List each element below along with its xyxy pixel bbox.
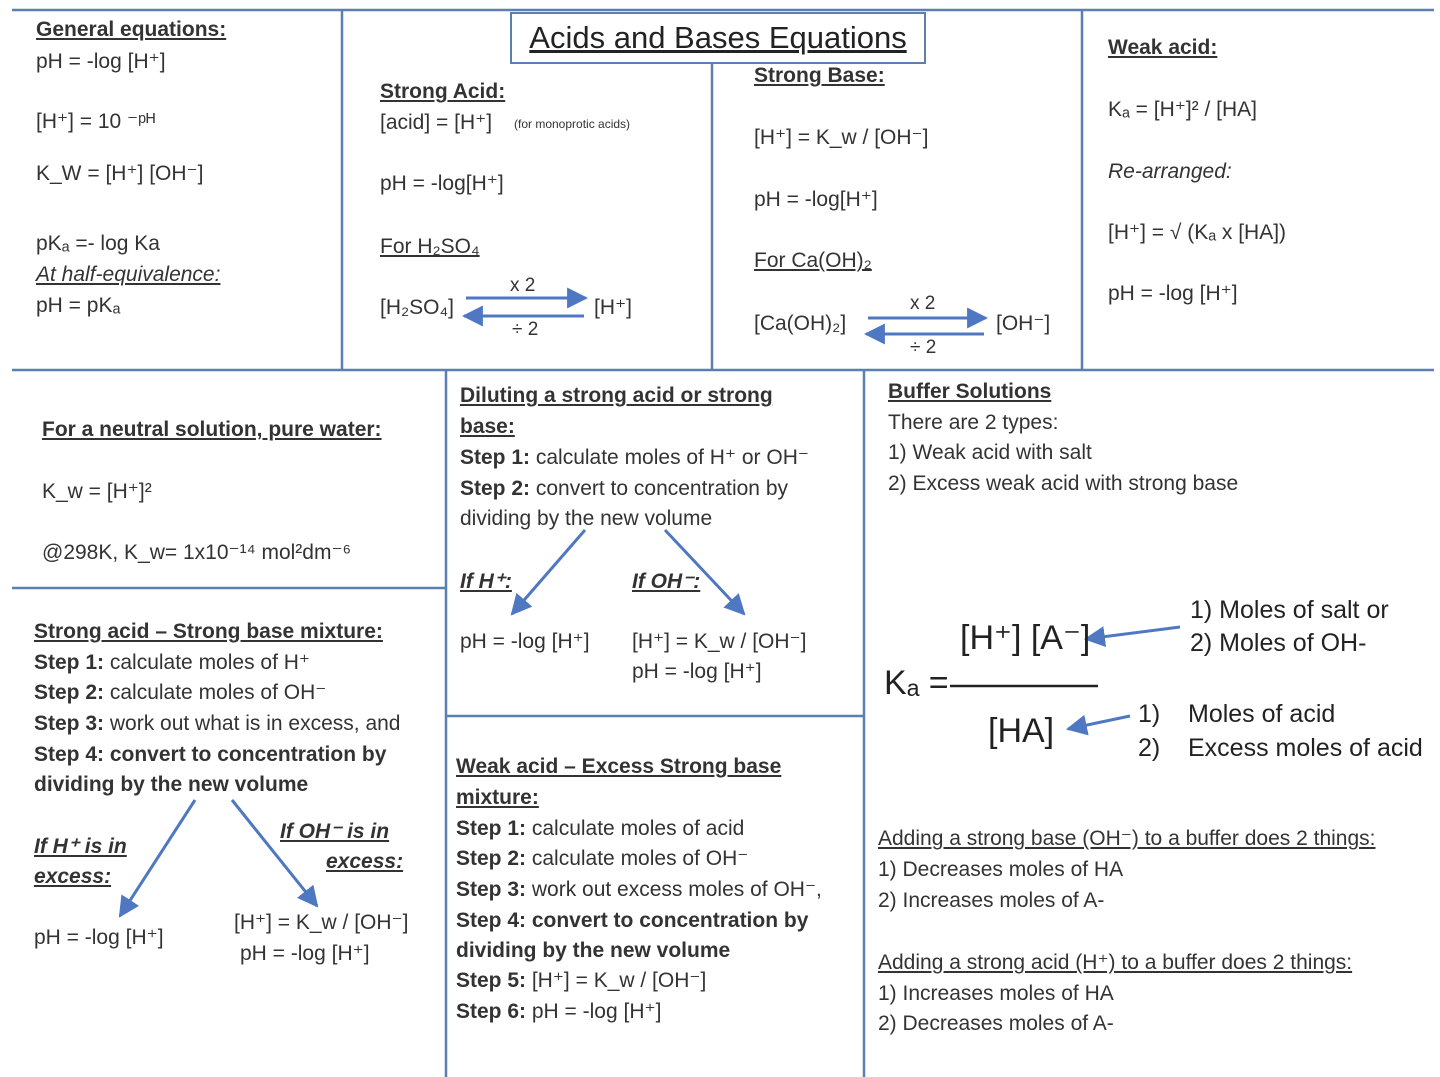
buffer-ka-label: Kₐ = (884, 664, 949, 702)
neutral-value: @298K, K_w= 1x10⁻¹⁴ mol²dm⁻⁶ (42, 541, 352, 564)
page-title: Acids and Bases Equations (529, 20, 907, 55)
neutral-heading: For a neutral solution, pure water: (42, 418, 382, 441)
general-ph: pH = -log [H⁺] (36, 50, 166, 73)
mixture-right-label-2: excess: (326, 850, 404, 873)
title-box (510, 12, 926, 64)
diluting-step-1: Step 1: calculate moles of H⁺ or OH⁻ (460, 446, 809, 469)
diluting-step-2-cont: dividing by the new volume (460, 507, 713, 530)
buffer-den-num-2: 2) (1138, 734, 1161, 762)
strong-base-for: For Ca(OH)₂ (754, 249, 872, 272)
buffer-denominator: [HA] (988, 712, 1055, 750)
weak-excess-step-4-cont: dividing by the new volume (456, 939, 731, 962)
weak-acid-ph: pH = -log [H⁺] (1108, 282, 1238, 305)
buffer-den-arrow (1068, 716, 1130, 729)
mixture-heading: Strong acid – Strong base mixture: (34, 620, 383, 643)
mixture-left-eq: pH = -log [H⁺] (34, 926, 164, 949)
buffer-base-2: 2) Increases moles of A- (878, 889, 1105, 912)
strong-acid-for: For H₂SO₄ (380, 235, 480, 258)
buffer-acid-2: 2) Decreases moles of A- (878, 1012, 1114, 1035)
weak-acid-h: [H⁺] = √ (Kₐ x [HA]) (1108, 221, 1287, 244)
strong-acid-right: [H⁺] (594, 296, 632, 319)
strong-base-heading: Strong Base: (754, 64, 885, 87)
mixture-left-label-2: excess: (34, 865, 112, 888)
buffer-num-arrow (1086, 627, 1180, 639)
buffer-numerator: [H⁺] [A⁻] (960, 619, 1091, 657)
buffer-type-1: 1) Weak acid with salt (888, 441, 1092, 464)
mixture-step-2: Step 2: calculate moles of OH⁻ (34, 681, 327, 704)
diluting-right-label: If OH⁻: (632, 570, 701, 593)
general-pka: pKₐ =- log Ka (36, 232, 160, 255)
diluting-heading-1: Diluting a strong acid or strong (460, 384, 773, 407)
mixture-step-4: Step 4: convert to concentration by (34, 743, 387, 766)
dilute-left-arrow (512, 530, 585, 614)
strong-acid-ph: pH = -log[H⁺] (380, 172, 504, 195)
strong-base-bottom: ÷ 2 (910, 337, 937, 358)
diluting-step-2: Step 2: convert to concentration by (460, 477, 788, 500)
buffer-base-1: 1) Decreases moles of HA (878, 858, 1124, 881)
general-half-eq: pH = pKₐ (36, 294, 121, 317)
strong-base-top: x 2 (910, 293, 936, 314)
mixture-right-arrow (232, 800, 317, 906)
strong-acid-heading: Strong Acid: (380, 80, 506, 103)
weak-excess-step-3: Step 3: work out excess moles of OH⁻, (456, 878, 822, 901)
buffer-den-note-2: Excess moles of acid (1188, 734, 1423, 762)
buffer-base-heading: Adding a strong base (OH⁻) to a buffer does 2 things: (878, 827, 1376, 850)
strong-base-left: [Ca(OH)₂] (754, 312, 847, 335)
mixture-step-1: Step 1: calculate moles of H⁺ (34, 651, 311, 674)
mixture-step-3: Step 3: work out what is in excess, and (34, 712, 401, 735)
diluting-heading-2: base: (460, 415, 515, 438)
weak-excess-step-2: Step 2: calculate moles of OH⁻ (456, 847, 749, 870)
strong-base-h: [H⁺] = K_w / [OH⁻] (754, 126, 929, 149)
general-kw: K_W = [H⁺] [OH⁻] (36, 162, 204, 185)
strong-acid-bottom: ÷ 2 (512, 319, 539, 340)
buffer-num-note-1: 1) Moles of salt or (1190, 596, 1389, 624)
general-half-label: At half-equivalence: (36, 263, 221, 286)
diluting-left-eq: pH = -log [H⁺] (460, 630, 590, 653)
buffer-den-num-1: 1) (1138, 700, 1161, 728)
neutral-kw: K_w = [H⁺]² (42, 480, 152, 503)
general-heading: General equations: (36, 18, 227, 41)
weak-excess-heading-1: Weak acid – Excess Strong base (456, 755, 782, 778)
weak-acid-rearranged: Re-arranged: (1108, 160, 1232, 183)
diluting-left-label: If H⁺: (460, 570, 512, 593)
weak-excess-step-1: Step 1: calculate moles of acid (456, 817, 745, 840)
mixture-left-label-1: If H⁺ is in (34, 835, 127, 858)
weak-excess-step-6: Step 6: pH = -log [H⁺] (456, 1000, 662, 1023)
strong-acid-top: x 2 (510, 275, 536, 296)
buffer-intro: There are 2 types: (888, 411, 1059, 434)
buffer-heading: Buffer Solutions (888, 380, 1052, 403)
weak-acid-heading: Weak acid: (1108, 36, 1218, 59)
strong-acid-eq: [acid] = [H⁺] (380, 111, 493, 134)
strong-acid-note: (for monoprotic acids) (514, 117, 631, 131)
mixture-right-eq-1: [H⁺] = K_w / [OH⁻] (234, 911, 409, 934)
mixture-right-label-1: If OH⁻ is in (280, 820, 390, 843)
strong-base-ph: pH = -log[H⁺] (754, 188, 878, 211)
strong-acid-left: [H₂SO₄] (380, 296, 454, 319)
weak-excess-step-5: Step 5: [H⁺] = K_w / [OH⁻] (456, 969, 707, 992)
strong-base-right: [OH⁻] (996, 312, 1051, 335)
mixture-step-4-cont: dividing by the new volume (34, 773, 309, 796)
diluting-right-eq-2: pH = -log [H⁺] (632, 660, 762, 683)
mixture-left-arrow (120, 800, 195, 916)
weak-acid-ka: Kₐ = [H⁺]² / [HA] (1108, 98, 1258, 121)
buffer-num-note-2: 2) Moles of OH- (1190, 629, 1367, 657)
buffer-acid-heading: Adding a strong acid (H⁺) to a buffer does 2 things: (878, 951, 1353, 974)
buffer-type-2: 2) Excess weak acid with strong base (888, 472, 1239, 495)
diluting-right-eq-1: [H⁺] = K_w / [OH⁻] (632, 630, 807, 653)
weak-excess-heading-2: mixture: (456, 786, 539, 809)
buffer-acid-1: 1) Increases moles of HA (878, 982, 1114, 1005)
weak-excess-step-4: Step 4: convert to concentration by (456, 909, 809, 932)
mixture-right-eq-2: pH = -log [H⁺] (240, 942, 370, 965)
buffer-den-note-1: Moles of acid (1188, 700, 1336, 728)
general-h: [H⁺] = 10 ⁻ᵖᴴ (36, 110, 156, 133)
